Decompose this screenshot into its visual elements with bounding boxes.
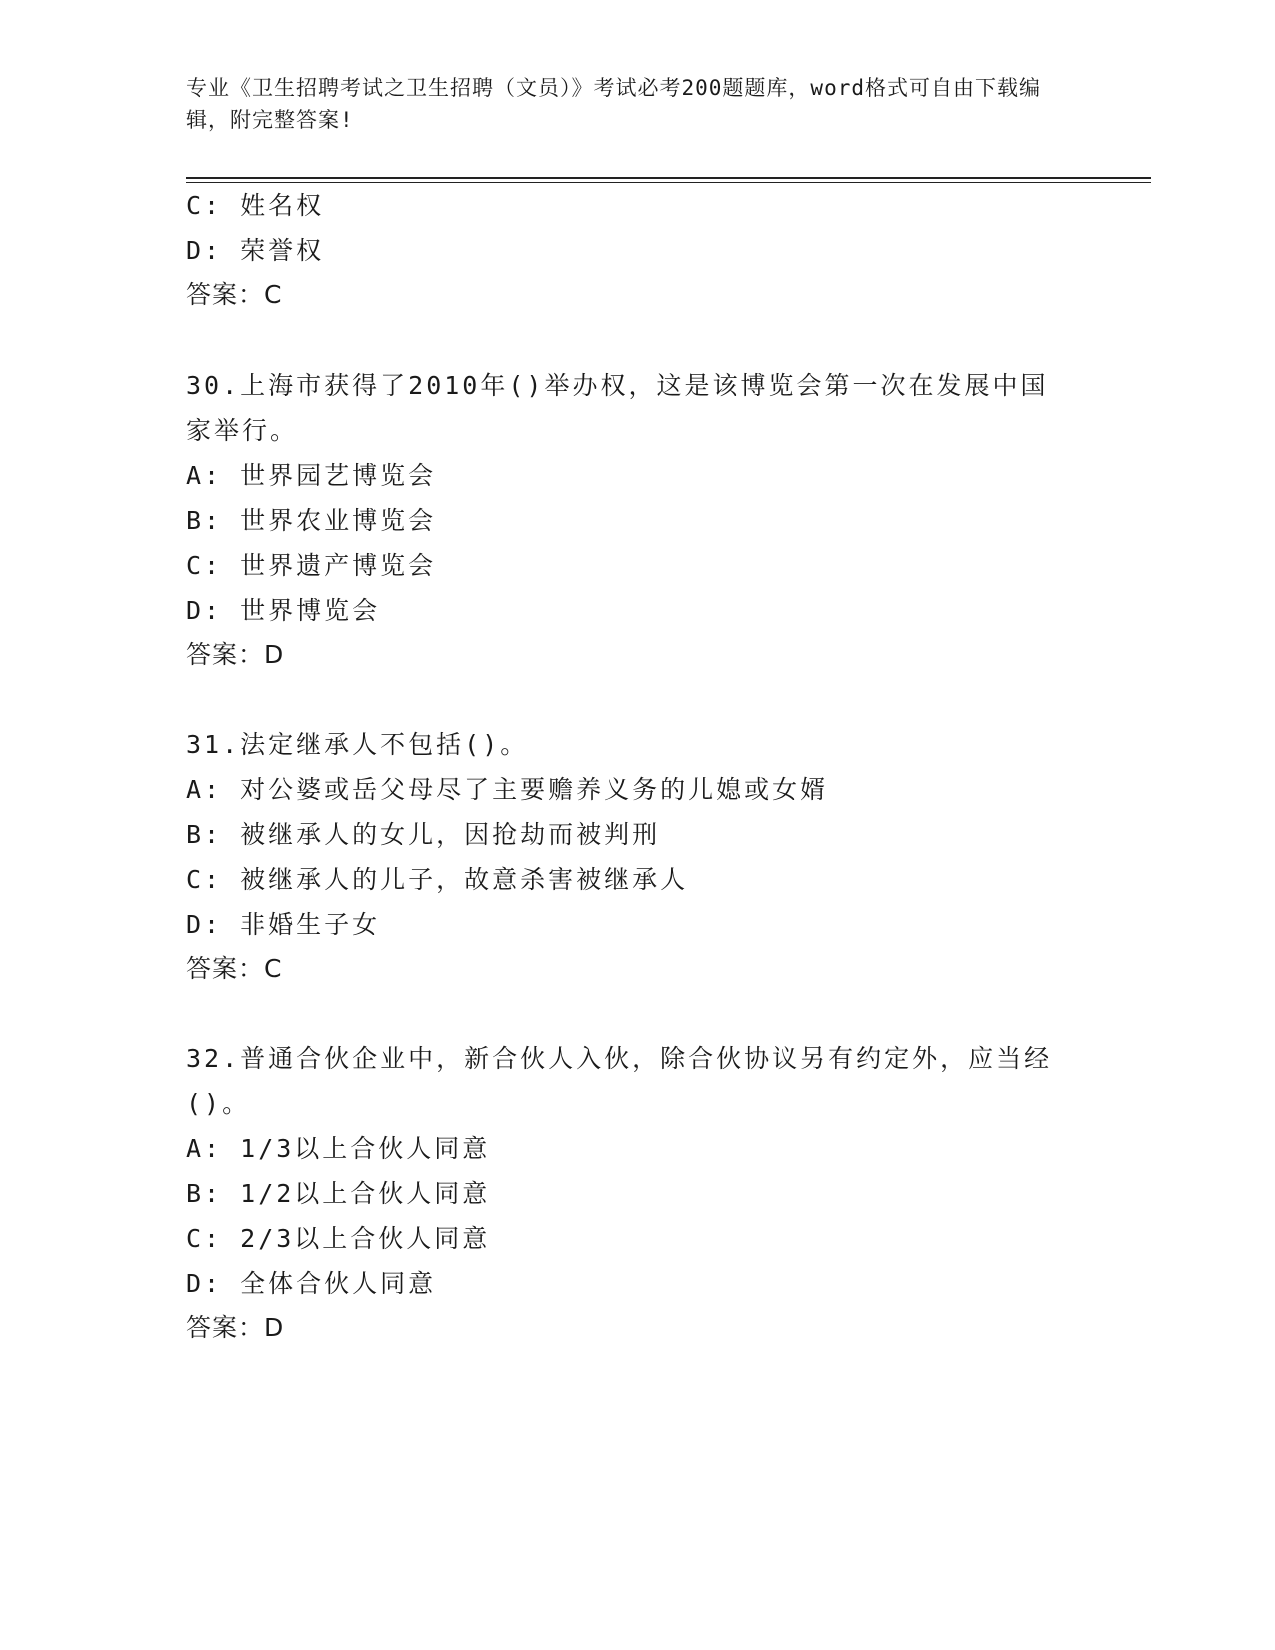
- answer-32: 答案：D: [186, 1313, 285, 1342]
- option-d-30: D: 世界博览会: [186, 596, 381, 625]
- answer-30: 答案：D: [186, 640, 285, 669]
- option-c-30: C: 世界遗产博览会: [186, 551, 437, 580]
- option-c-32: C: 2/3以上合伙人同意: [186, 1224, 491, 1253]
- document-header: 专业《卫生招聘考试之卫生招聘（文员）》考试必考200题题库，word格式可自由下载编辑，附完整答案!: [186, 76, 1041, 132]
- option-b-32: B: 1/2以上合伙人同意: [186, 1179, 491, 1208]
- header-divider: [186, 177, 1151, 179]
- option-b-31: B: 被继承人的女儿，因抢劫而被判刑: [186, 820, 661, 849]
- answer-31: 答案：C: [186, 954, 283, 983]
- header-divider-thin: [186, 182, 1151, 183]
- option-d-29: D: 荣誉权: [186, 236, 325, 265]
- question-31: 31.法定继承人不包括()。: [186, 730, 529, 759]
- option-c-31: C: 被继承人的儿子，故意杀害被继承人: [186, 865, 689, 894]
- answer-29: 答案：C: [186, 280, 283, 309]
- option-d-32: D: 全体合伙人同意: [186, 1269, 437, 1298]
- option-b-30: B: 世界农业博览会: [186, 506, 437, 535]
- option-a-31: A: 对公婆或岳父母尽了主要赡养义务的儿媳或女婿: [186, 775, 829, 804]
- question-30: 30.上海市获得了2010年()举办权，这是该博览会第一次在发展中国: [186, 371, 1049, 400]
- option-a-30: A: 世界园艺博览会: [186, 461, 437, 490]
- option-c-29: C: 姓名权: [186, 191, 325, 220]
- question-32-cont: ()。: [186, 1089, 251, 1118]
- option-a-32: A: 1/3以上合伙人同意: [186, 1134, 491, 1163]
- option-d-31: D: 非婚生子女: [186, 910, 381, 939]
- question-30-cont: 家举行。: [186, 416, 299, 445]
- question-32: 32.普通合伙企业中，新合伙人入伙，除合伙协议另有约定外，应当经: [186, 1044, 1053, 1073]
